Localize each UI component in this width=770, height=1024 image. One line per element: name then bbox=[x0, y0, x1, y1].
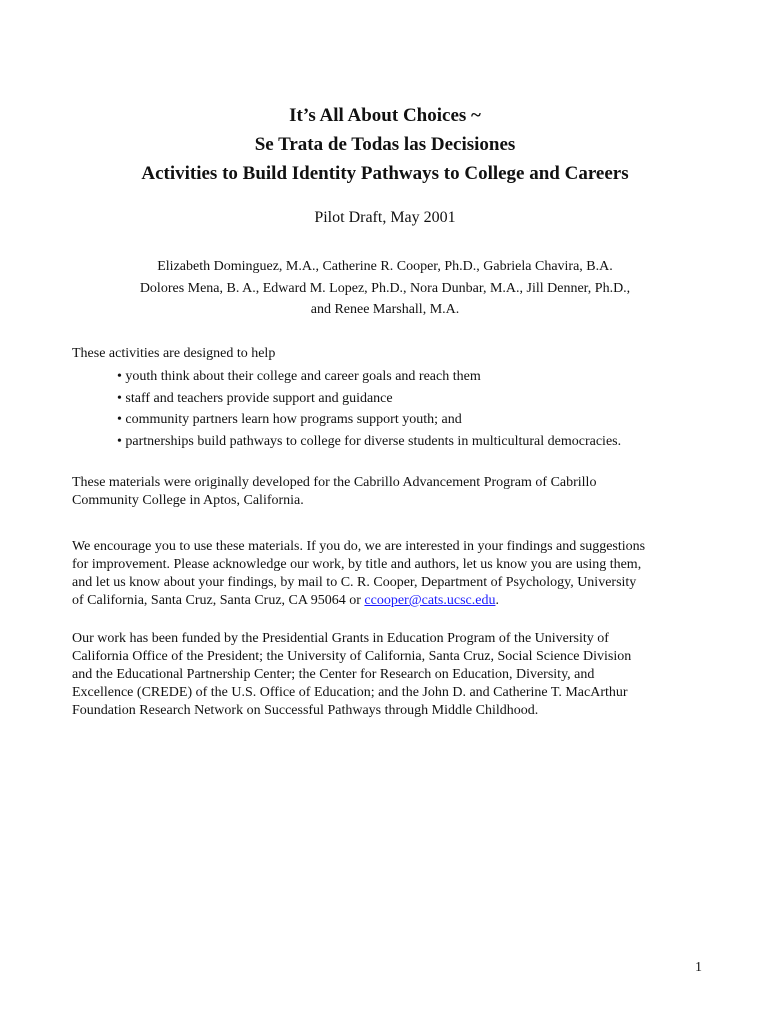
activity-goals-list bbox=[117, 366, 717, 452]
paragraph-line: Our work has been funded by the Presidential Grants in Education Program of the University of bbox=[72, 631, 609, 646]
author-list bbox=[0, 256, 770, 321]
list-item: • community partners learn how programs support youth; and bbox=[117, 412, 462, 427]
list-item: • staff and teachers provide support and guidance bbox=[117, 390, 393, 406]
title-line-spanish: Se Trata de Todas las Decisiones bbox=[254, 134, 516, 155]
paragraph-line: Excellence (CREDE) of the U.S. Office of Education; and the John D. and Catherine T. MacArthur bbox=[72, 685, 628, 700]
origin-paragraph bbox=[72, 474, 702, 510]
email-link[interactable]: ccooper@cats.ucsc.edu bbox=[364, 593, 496, 608]
usage-paragraph bbox=[72, 538, 702, 610]
paragraph-line: California Office of the President; the University of California, Santa Cruz, Social Science Division bbox=[72, 649, 632, 664]
paragraph-line bbox=[72, 592, 702, 610]
paragraph-line: Community College in Aptos, California. bbox=[72, 493, 304, 508]
paragraph-line: and let us know about your findings, by mail to C. R. Cooper, Department of Psychology, University bbox=[72, 575, 637, 590]
list-item: • partnerships build pathways to college for diverse students in multicultural democracies. bbox=[117, 433, 622, 449]
funding-paragraph bbox=[72, 630, 702, 720]
intro-text: These activities are designed to help bbox=[72, 346, 276, 361]
author-line-2: Dolores Mena, B. A., Edward M. Lopez, Ph.D., Nora Dunbar, M.A., Jill Denner, Ph.D., bbox=[139, 280, 631, 296]
paragraph-line: We encourage you to use these materials. If you do, we are interested in your findings and suggestions bbox=[72, 539, 646, 554]
paragraph-line: These materials were originally developed for the Cabrillo Advancement Program of Cabrillo bbox=[72, 475, 597, 490]
contact-text: of California, Santa Cruz, Santa Cruz, CA 95064 or bbox=[72, 593, 365, 608]
author-line-3: and Renee Marshall, M.A. bbox=[310, 302, 460, 317]
paragraph-line: for improvement. Please acknowledge our work, by title and authors, let us know you are using them, bbox=[72, 557, 642, 572]
title-line-english: It’s All About Choices ~ bbox=[289, 105, 481, 126]
title-line-subtitle: Activities to Build Identity Pathways to College and Careers bbox=[141, 163, 629, 184]
draft-date: Pilot Draft, May 2001 bbox=[314, 209, 456, 226]
page-number: 1 bbox=[695, 960, 702, 975]
paragraph-line: and the Educational Partnership Center; the Center for Research on Education, Diversity, and bbox=[72, 667, 595, 682]
author-line-1: Elizabeth Dominguez, M.A., Catherine R. Cooper, Ph.D., Gabriela Chavira, B.A. bbox=[157, 259, 613, 274]
list-item: • youth think about their college and career goals and reach them bbox=[117, 369, 481, 384]
period-text: . bbox=[495, 593, 499, 608]
paragraph-line: Foundation Research Network on Successful Pathways through Middle Childhood. bbox=[72, 703, 539, 718]
document-title bbox=[0, 101, 770, 188]
